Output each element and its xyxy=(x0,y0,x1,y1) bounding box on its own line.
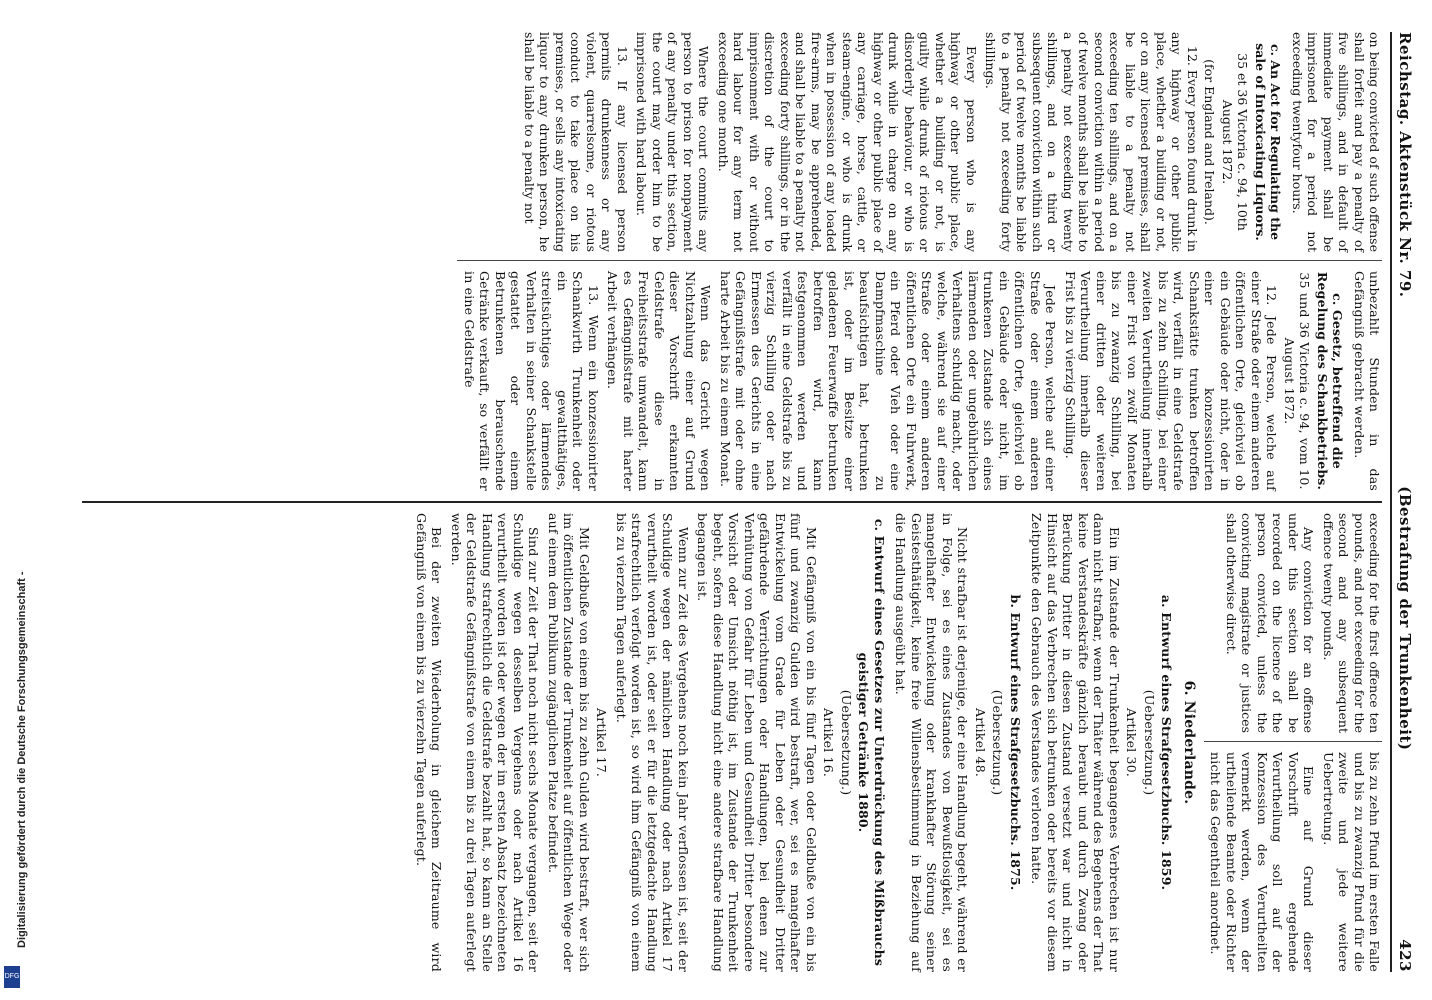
niederlande-section xyxy=(410,513,1205,972)
paragraph: exceeding for the first offence ten pounds, and not exceeding for the second and any subsequent offence twenty pounds. xyxy=(1321,513,1383,733)
article-title: Artikel 30. xyxy=(1124,707,1140,778)
act-date: 35 et 36 Victoria c. 94, 10th August 1872. xyxy=(1220,53,1251,231)
paragraph: on being convicted of such offense shall forfeit and pay a penalty of five shillings, and in default of immediate payment shall be imprisoned for a period not exceeding twentyfour hours. xyxy=(1290,32,1383,252)
act-title: c. Gesetz, betreffend die Regelung des Schankbetriebs. xyxy=(1315,271,1346,491)
paragraph: Eine auf Grund dieser Vorschrift ergehende Verurtheilung soll auf der Konzession des Verurtheilten vermerkt werden, wenn der urtheilende Beamte oder Richter nicht das Gegentheil anordnet. xyxy=(1208,752,1317,972)
dfg-logo-icon: DFG xyxy=(4,966,20,988)
paragraph: Mit Geldbuße von einem bis zu zehn Gulden wird bestraft, wer sich im öffentlichen Zustande der Trunkenheit auf öffentlichen Wege oder auf einem dem Publikum zugänglichen Platze befindet. xyxy=(546,513,592,972)
left-half xyxy=(83,32,1383,503)
paragraph: 12. Jede Person, welche auf einer Straße oder einem anderen öffentlichen Orte, gleichviel ob ein Gebäude oder nicht, oder in einer konzessionirten Schankstätte trunken betroffen wird, verfällt in eine Geldstrafe bis zu zehn Schilling, bei einer zweiten Verurtheilung innerhalb einer Frist von zwölf Monaten bis zu zwanzig Schilling, bei einer dritten oder weiteren Verurtheilung innerhalb dieser Frist bis zu vierzig Schilling. xyxy=(1063,271,1280,491)
act-date: 35 und 36 Victoria c. 94, vom 10. August 1872. xyxy=(1282,272,1313,490)
act-region: (for England and Ireland). xyxy=(1202,59,1218,225)
paragraph: 12. Every person found drunk in any highway or other public place, whether a building or not, or on any licensed premises, shall be liable to a penalty not exceeding ten shillings, and on a second conviction within a period of twelve months shall be liable to a penalty not exceeding twenty shillings, and on a third or subsequent conviction within such period of twelve months be liable to a penalty not exceeding forty shillings. xyxy=(983,32,1200,252)
article-title: Artikel 16. xyxy=(821,707,837,778)
page-number: 423 xyxy=(1396,939,1414,972)
paragraph: unbezahlt Stunden in das Gefängniß gebracht werden. xyxy=(1352,271,1383,491)
subsection-heading: a. Entwurf eines Strafgesetzbuchs. 1859. xyxy=(1159,594,1175,891)
paragraph: Wenn das Gericht wegen Nichtzahlung einer auf Grund dieser Vorschrift erkannten Geldstrafe diese in Freiheitsstrafe umwandelt, kann es Gefängnißstrafe mit harter Arbeit verhängen. xyxy=(605,271,714,491)
paragraph: bis zu zehn Pfund im ersten Falle und bis zu zwanzig Pfund für die zweite und jede weitere Uebertretung. xyxy=(1321,752,1383,972)
header-left: Reichstag. Aktenstück Nr. 79. xyxy=(1396,32,1414,298)
paragraph: Sind zur Zeit der That noch nicht sechs Monate vergangen, seit der Schuldige wegen desselben Vergehens oder nach Artikel 16 verurtheilt worden ist oder wegen der im ersten Absatz bezeichneten Handlung strafrechtlich die Geldstrafe bezahlt hat, so kann an Stelle der Geldstrafe Gefängnißstrafe von einem bis zu drei Tagen auferlegt werden. xyxy=(449,513,542,972)
paragraph: Jede Person, welche auf einer Straße oder einem anderen öffentlichen Orte, gleichviel ob ein Gebäude oder nicht, im trunkenen Zustande sich eines lärmenden oder ungebührlichen Verhaltens schuldig macht, oder welche, während sie auf einer Straße oder einem anderen öffentlichen Orte ein Fuhrwerk, ein Pferd oder Vieh oder eine Dampfmaschine zu beaufsichtigen hat, betrunken ist, oder im Besitze einer geladenen Feuerwaffe betrunken betroffen wird, kann festgenommen werden und verfällt in eine Geldstrafe bis zu vierzig Schilling oder nach Ermessen des Gerichts in eine Gefängnißstrafe mit oder ohne harte Arbeit bis zu einem Monat. xyxy=(718,271,1059,491)
paragraph: Nicht strafbar ist derjenige, der eine Handlung begeht, während er in Folge, sei es eines Zustandes von Bewußtlosigkeit, sei es mangelhafter Entwickelung oder krankhafter Störung seiner Geistesthätigkeit, keine freie Willensbestimmung in Beziehung auf die Handlung ausgeübt hat. xyxy=(893,513,971,972)
article-title: Artikel 48. xyxy=(973,707,988,778)
paragraph: Ein im Zustande der Trunkenheit begangenes Verbrechen ist nur dann nicht strafbar, wenn der Thäter während des Begehens der That keine Verstandeskräfte gänzlich beraubt und durch Zwang oder Berückung Dritter in diesen Zustand versetzt war und nicht in Hinsicht auf das Verbrechen sich betrunken oder bereits vor diesem Zeitpunkte den Gebrauch des Verstandes verloren hatte. xyxy=(1029,513,1122,972)
credit-text: Digitalisierung gefördert durch die Deutsche Forschungsgemeinschaft - xyxy=(16,571,28,948)
act-title: c. An Act for Regulating the sale of Intoxicating Liquors. xyxy=(1253,43,1284,241)
german-column-left xyxy=(458,271,1383,491)
page-header xyxy=(1391,32,1413,972)
article-title: Artikel 17. xyxy=(594,707,610,778)
right-half xyxy=(83,503,1383,972)
translation-note: (Uebersetzung.) xyxy=(1142,689,1157,796)
section-heading: 6. Niederlande. xyxy=(1181,680,1197,805)
subsection-heading: c. Entwurf eines Gesetzes zur Unterdrückung des Mißbrauchs geistiger Getränke 1880. xyxy=(856,518,887,967)
paragraph: 13. If any licensed person permits drunkenness or any violent, quarrelsome, or riotous conduct to take place on his premises, or sells any intoxicating liquor to any drunken person, he shall be liable to a penalty not xyxy=(522,32,630,252)
paragraph: Where the court commits any person to prison for nonpayment of any penalty under this section, the court may order him to be imprisoned with hard labour. xyxy=(634,32,712,252)
paragraph: Bei der zweiten Wiederholung in gleichem Zeitraume wird Gefängniß von einem bis zu vierzehn Tagen auferlegt. xyxy=(414,513,445,972)
paragraph: Every person who is any highway or other public place, whether a building or not, is guilty while drunk of riotous or disorderly behaviour, or who is drunk while in charge on any highway or other public place of any carriage, horse, cattle, or steam-engine, or who is drunk when in possession of any loaded fire-arms, may be apprehended, and shall be liable to a penalty not exceeding forty shillings, or in the discretion of the court to imprisonment with or without hard labour for any term not exceeding one month. xyxy=(716,32,979,252)
english-column-right xyxy=(1204,513,1383,742)
header-title: (Bestrafung der Trunkenheit) xyxy=(1396,486,1414,751)
paragraph: Any conviction for an offense under this section shall be recorded on the licence of the person convicted, unless the convicting magistrate or justices shall otherwise direct. xyxy=(1224,513,1317,733)
paragraph: 13. Wenn ein konzessionirter Schankwirth Trunkenheit oder ein gewaltthätiges, streitsüchtiges oder lärmendes Verhalten in seiner Schankstelle gestattet oder einem Betrunkenen berauschende Getränke verkauft, so verfällt er in eine Geldstrafe xyxy=(462,271,601,491)
english-column-left xyxy=(458,32,1383,261)
translation-note: (Uebersetzung.) xyxy=(839,689,854,796)
translation-note: (Uebersetzung.) xyxy=(990,689,1006,796)
german-column-right xyxy=(1204,752,1383,972)
paragraph: Wenn zur Zeit des Vergehens noch kein Jahr verflossen ist, seit der Schuldige wegen der nämlichen Handlung oder nach Artikel 17 verurtheilt worden ist, oder seit er für die letztgedachte Handlung strafrechtlich verfolgt worden ist, so wird ihm Gefängniß von einem bis zu vierzehn Tagen auferlegt. xyxy=(614,513,691,972)
subsection-heading: b. Entwurf eines Strafgesetzbuchs. 1875. xyxy=(1008,594,1023,891)
paragraph: Mit Gefängniß von ein bis fünf Tagen oder Geldbuße von ein bis fünf und zwanzig Gulden wird bestraft, wer, sei es mangelhafter Entwickelung vom Grade für Leben oder Gesundheit Dritter gefährdende Verrichtungen oder Handlungen, bei denen zur Verhütung von Gefahr für Leben und Gesundheit Dritter besondere Vorsicht oder Umsicht nöthig ist, im Zustande der Trunkenheit begeht, sofern diese Handlung nicht eine andere strafbare Handlung begangen ist. xyxy=(695,513,819,972)
